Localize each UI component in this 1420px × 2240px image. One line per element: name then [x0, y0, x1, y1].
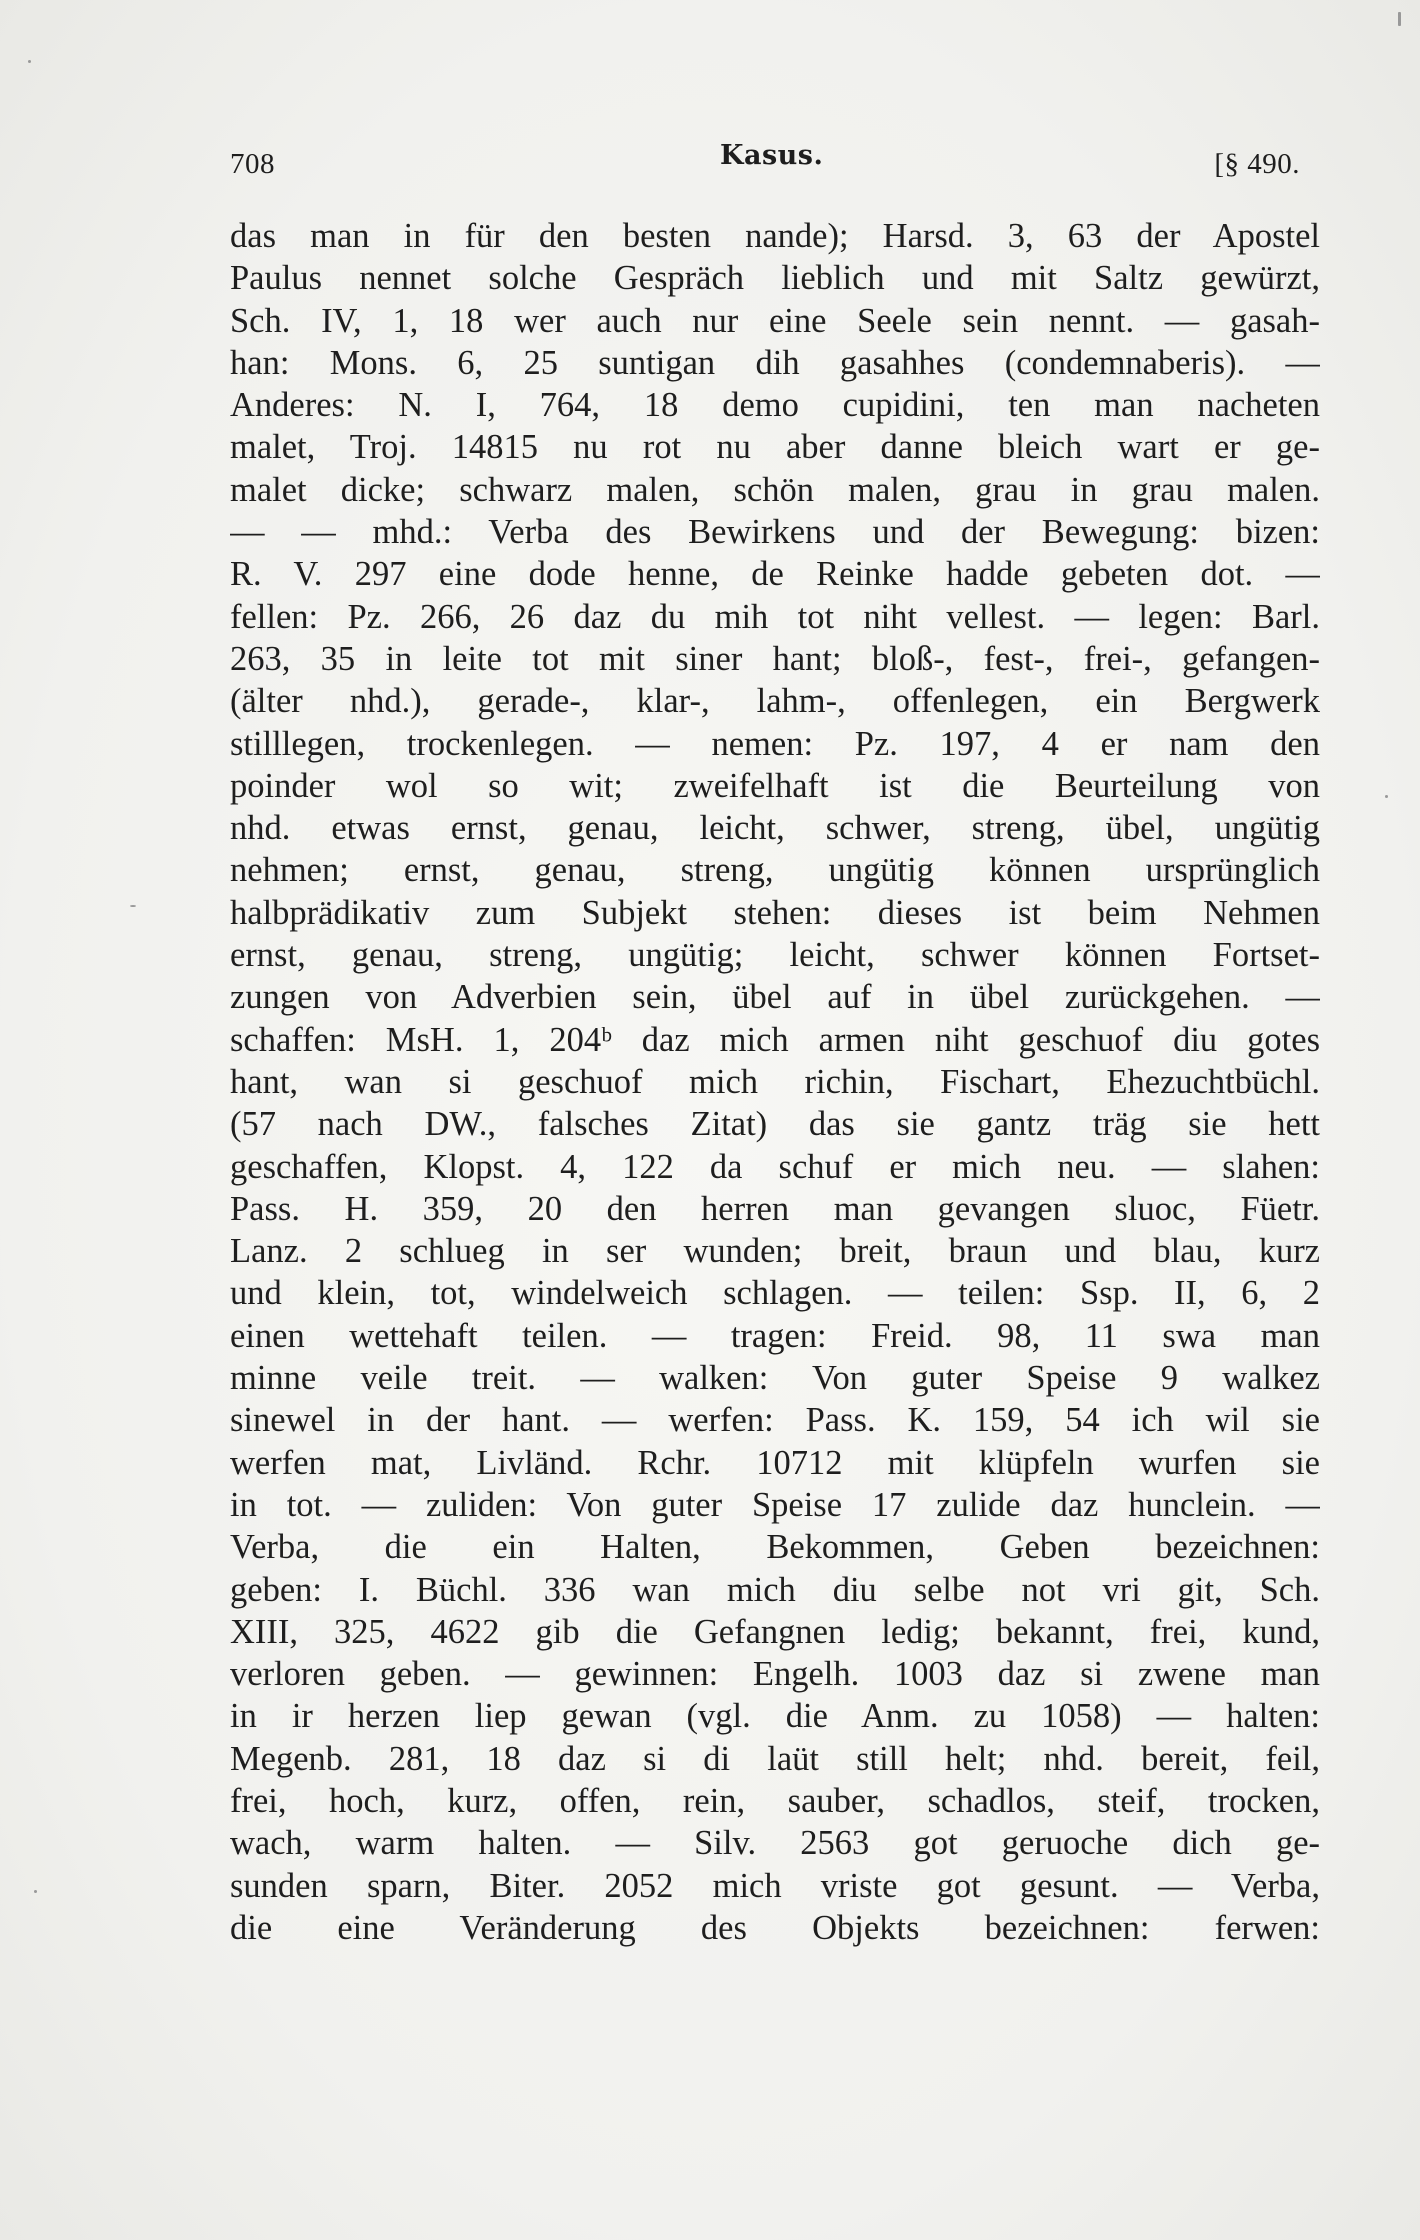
- scan-speck: [34, 1890, 37, 1893]
- text-line: minne veile treit. — walken: Von guter Speise 9 walkez: [230, 1359, 1320, 1398]
- text-line: die eine Veränderung des Objekts bezeichnen: ferwen:: [230, 1908, 1320, 1947]
- scan-speck: [130, 905, 136, 907]
- scan-speck: [1385, 795, 1388, 798]
- text-line: werfen mat, Livländ. Rchr. 10712 mit klüpfeln wurfen sie: [230, 1443, 1320, 1482]
- scan-speck: [28, 60, 31, 63]
- text-line: verloren geben. — gewinnen: Engelh. 1003 daz si zwene man: [230, 1655, 1320, 1694]
- text-line: frei, hoch, kurz, offen, rein, sauber, schadlos, steif, trocken,: [230, 1781, 1320, 1820]
- text-line: Sch. IV, 1, 18 wer auch nur eine Seele sein nennt. — gasah-: [230, 301, 1320, 340]
- text-line: Verba, die ein Halten, Bekommen, Geben bezeichnen:: [230, 1528, 1320, 1567]
- text-line: XIII, 325, 4622 gib die Gefangnen ledig; bekannt, frei, kund,: [230, 1612, 1320, 1651]
- text-line: halbprädikativ zum Subjekt stehen: dieses ist beim Nehmen: [230, 893, 1320, 932]
- text-line: nhd. etwas ernst, genau, leicht, schwer, streng, übel, ungütig: [230, 809, 1320, 848]
- text-line: schaffen: MsH. 1, 204ᵇ daz mich armen niht geschuof diu gotes: [230, 1020, 1320, 1059]
- text-line: han: Mons. 6, 25 suntigan dih gasahhes (condemnaberis). —: [230, 343, 1320, 382]
- running-title: Kasus.: [720, 140, 824, 171]
- text-line: in tot. — zuliden: Von guter Speise 17 zulide daz hunclein. —: [230, 1485, 1320, 1524]
- text-line: Paulus nennet solche Gespräch lieblich und mit Saltz gewürzt,: [230, 259, 1320, 298]
- text-line: fellen: Pz. 266, 26 daz du mih tot niht vellest. — legen: Barl.: [230, 597, 1320, 636]
- text-line: — — mhd.: Verba des Bewirkens und der Bewegung: bizen:: [230, 513, 1320, 552]
- text-line: (57 nach DW., falsches Zitat) das sie gantz träg sie hett: [230, 1105, 1320, 1144]
- text-line: ernst, genau, streng, ungütig; leicht, schwer können Fortset-: [230, 936, 1320, 975]
- text-body: [230, 215, 1320, 1949]
- page-number: 708: [230, 148, 275, 180]
- text-line: sinewel in der hant. — werfen: Pass. K. 159, 54 ich wil sie: [230, 1401, 1320, 1440]
- text-line: malet dicke; schwarz malen, schön malen, grau in grau malen.: [230, 470, 1320, 509]
- text-line: (älter nhd.), gerade-, klar-, lahm-, offenlegen, ein Bergwerk: [230, 682, 1320, 721]
- text-line: wach, warm halten. — Silv. 2563 got geruoche dich ge-: [230, 1824, 1320, 1863]
- text-line: in ir herzen liep gewan (vgl. die Anm. zu 1058) — halten:: [230, 1697, 1320, 1736]
- text-line: geschaffen, Klopst. 4, 122 da schuf er mich neu. — slahen:: [230, 1147, 1320, 1186]
- text-line: Lanz. 2 schlueg in ser wunden; breit, braun und blau, kurz: [230, 1232, 1320, 1271]
- text-line: sunden sparn, Biter. 2052 mich vriste got gesunt. — Verba,: [230, 1866, 1320, 1905]
- text-line: malet, Troj. 14815 nu rot nu aber danne bleich wart er ge-: [230, 428, 1320, 467]
- text-line: hant, wan si geschuof mich richin, Fischart, Ehezuchtbüchl.: [230, 1062, 1320, 1101]
- scan-speck: [1398, 12, 1401, 26]
- text-line: Anderes: N. I, 764, 18 demo cupidini, ten man nacheten: [230, 386, 1320, 425]
- text-line: nehmen; ernst, genau, streng, ungütig können ursprünglich: [230, 851, 1320, 890]
- text-line: Megenb. 281, 18 daz si di laüt still helt; nhd. bereit, feil,: [230, 1739, 1320, 1778]
- text-line: zungen von Adverbien sein, übel auf in übel zurückgehen. —: [230, 978, 1320, 1017]
- section-reference: [§ 490.: [1214, 148, 1300, 180]
- text-line: stilllegen, trockenlegen. — nemen: Pz. 197, 4 er nam den: [230, 724, 1320, 763]
- text-line: das man in für den besten nande); Harsd. 3, 63 der Apostel: [230, 217, 1320, 255]
- text-line: Pass. H. 359, 20 den herren man gevangen sluoc, Füetr.: [230, 1189, 1320, 1228]
- text-line: poinder wol so wit; zweifelhaft ist die Beurteilung von: [230, 766, 1320, 805]
- text-line: und klein, tot, windelweich schlagen. — teilen: Ssp. II, 6, 2: [230, 1274, 1320, 1313]
- text-line: R. V. 297 eine dode henne, de Reinke hadde gebeten dot. —: [230, 555, 1320, 594]
- text-line: 263, 35 in leite tot mit siner hant; bloß-, fest-, frei-, gefangen-: [230, 639, 1320, 678]
- text-line: einen wettehaft teilen. — tragen: Freid. 98, 11 swa man: [230, 1316, 1320, 1355]
- text-line: geben: I. Büchl. 336 wan mich diu selbe not vri git, Sch.: [230, 1570, 1320, 1609]
- running-header: [230, 140, 1300, 190]
